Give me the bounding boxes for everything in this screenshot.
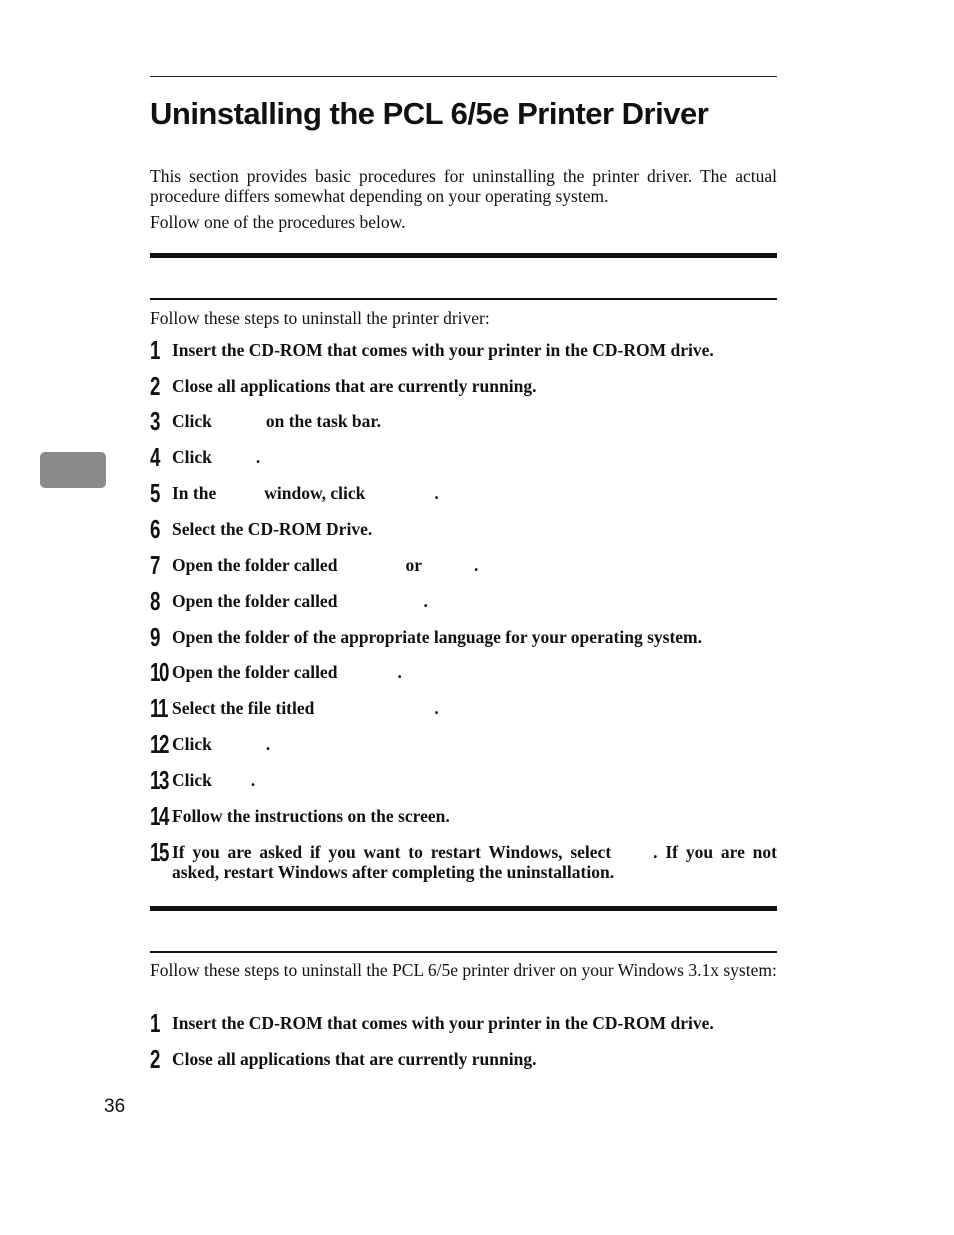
step-number: 2 — [150, 371, 159, 401]
intro-paragraph: This section provides basic procedures for uninstalling the printer driver. The actual procedure differs somewhat depending on your operating system. — [150, 166, 777, 206]
section1-lead: Follow these steps to uninstall the printer driver: — [150, 308, 490, 328]
step-number: 14 — [150, 801, 168, 831]
step-text: Select the CD-ROM Drive. — [172, 519, 373, 539]
step-text: Close all applications that are currently running. — [172, 1049, 537, 1069]
step-number: 9 — [150, 622, 159, 652]
step-number: 2 — [150, 1044, 159, 1074]
section1-subrule — [150, 298, 777, 300]
step-text: Open the folder called or . — [172, 555, 479, 575]
step-number: 7 — [150, 550, 159, 580]
chapter-tab-marker — [40, 452, 106, 488]
step-number: 11 — [150, 693, 167, 723]
step-number: 13 — [150, 765, 168, 795]
top-rule — [150, 76, 777, 77]
step-text: Select the file titled . — [172, 698, 439, 718]
step-number: 5 — [150, 478, 159, 508]
section1-heading-rule — [150, 253, 777, 258]
page-number: 36 — [104, 1096, 126, 1117]
step-text: Close all applications that are currently running. — [172, 376, 537, 396]
step-number: 3 — [150, 406, 159, 436]
step-text: Open the folder of the appropriate language for your operating system. — [172, 627, 703, 647]
step-number: 15 — [150, 837, 168, 867]
step-text: Click on the task bar. — [172, 411, 381, 431]
step-number: 8 — [150, 586, 159, 616]
step-number: 10 — [150, 657, 168, 687]
step-text: Insert the CD-ROM that comes with your printer in the CD-ROM drive. — [172, 340, 714, 360]
step-number: 1 — [150, 1008, 159, 1038]
step-number: 12 — [150, 729, 168, 759]
step-text: Insert the CD-ROM that comes with your printer in the CD-ROM drive. — [172, 1013, 714, 1033]
step-text: Click . — [172, 447, 261, 467]
step-text: Follow the instructions on the screen. — [172, 806, 450, 826]
step-number: 4 — [150, 442, 159, 472]
step-text: In the window, click . — [172, 483, 439, 503]
step-text: If you are asked if you want to restart Windows, select . If you are not asked, restart Windows after completing the uninstallation. — [172, 842, 777, 882]
step-text: Open the folder called . — [172, 591, 428, 611]
step-number: 6 — [150, 514, 159, 544]
section2-heading-rule — [150, 906, 777, 911]
page-title: Uninstalling the PCL 6/5e Printer Driver — [150, 96, 709, 131]
section2-subrule — [150, 951, 777, 953]
step-text: Open the folder called . — [172, 662, 402, 682]
step-number: 1 — [150, 335, 159, 365]
step-text: Click . — [172, 770, 256, 790]
step-text: Click . — [172, 734, 271, 754]
intro-followup: Follow one of the procedures below. — [150, 212, 406, 232]
section2-lead: Follow these steps to uninstall the PCL 6/5e printer driver on your Windows 3.1x system: — [150, 960, 777, 980]
